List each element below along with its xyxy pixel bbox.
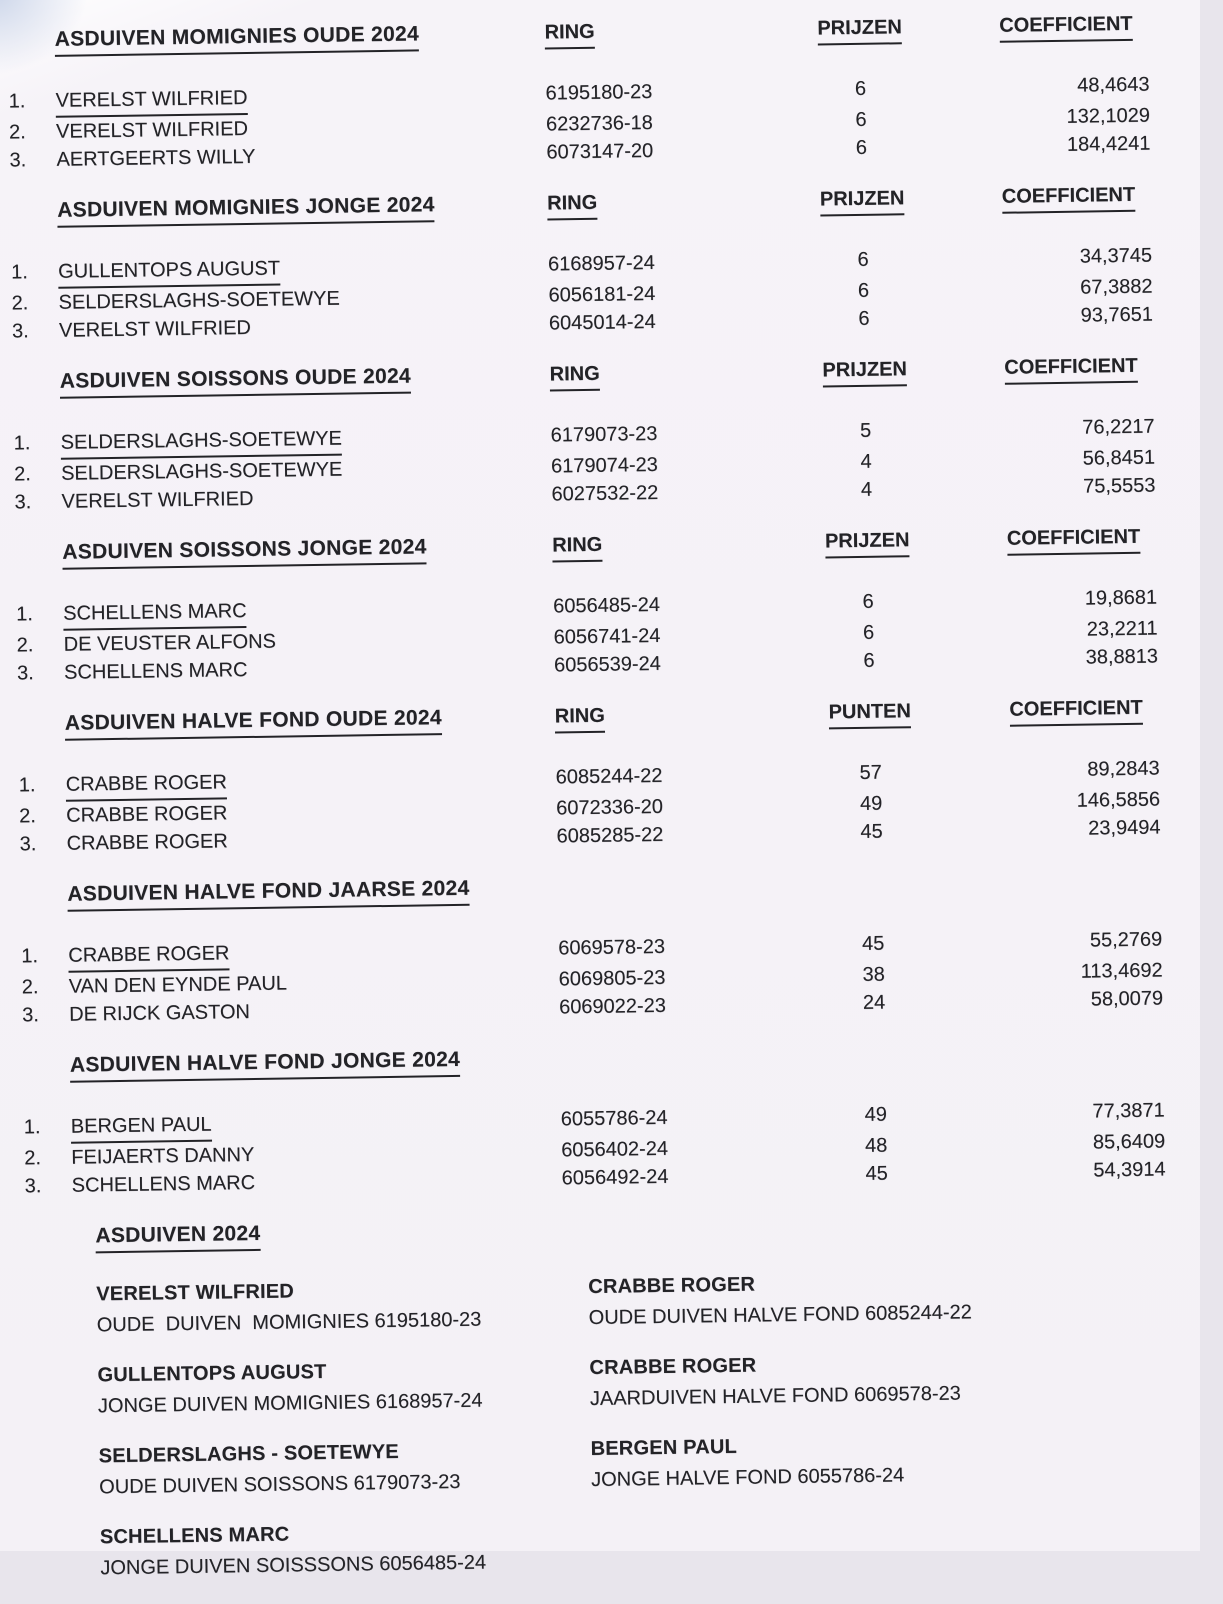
fancier-name: DE VEUSTER ALFONS: [63, 630, 277, 656]
ring-number: 6056402-24: [561, 1137, 669, 1162]
ring-number: 6179074-23: [550, 453, 659, 478]
column-header-ring: RING: [550, 361, 600, 392]
rank-number: 1.: [23, 1116, 41, 1139]
rank-number: 1.: [21, 945, 39, 968]
champion-name: SELDERSLAGHS - SOETEWYE: [98, 1440, 400, 1468]
champion-detail: OUDE DUIVEN SOISSONS 6179073-23: [99, 1470, 461, 1499]
ring-number: 6056539-24: [553, 652, 661, 677]
champion-name: CRABBE ROGER: [588, 1273, 756, 1299]
champion-detail: JONGE DUIVEN MOMIGNIES 6168957-24: [97, 1389, 483, 1418]
champion-detail: JONGE HALVE FOND 6055786-24: [590, 1464, 905, 1492]
section-halve-fond-jaarse: [12, 865, 1214, 1030]
coefficient-value: 48,4643: [1077, 73, 1150, 97]
ring-number: 6056492-24: [561, 1165, 669, 1190]
section-title: ASDUIVEN SOISSONS JONGE 2024: [62, 534, 427, 569]
fancier-name: SCHELLENS MARC: [63, 597, 247, 631]
score-value: 6: [862, 621, 875, 644]
column-header-coefficient: COEFFICIENT: [999, 11, 1133, 43]
champion-detail: JAARDUIVEN HALVE FOND 6069578-23: [589, 1382, 961, 1411]
fancier-name: VERELST WILFRIED: [55, 117, 249, 143]
score-value: 6: [858, 307, 870, 330]
score-value: 6: [854, 77, 867, 100]
score-value: 45: [860, 820, 883, 843]
fancier-name: BERGEN PAUL: [71, 1111, 212, 1144]
column-header-coefficient: COEFFICIENT: [1009, 695, 1143, 727]
section-title: ASDUIVEN HALVE FOND JAARSE 2024: [67, 876, 470, 912]
fancier-name: SCHELLENS MARC: [63, 659, 248, 684]
ring-number: 6073147-20: [546, 139, 654, 164]
section-momignies-jonge: [2, 181, 1204, 346]
coefficient-value: 75,5553: [1082, 474, 1156, 498]
section-momignies-oude: [0, 10, 1202, 175]
rank-number: 2.: [16, 634, 34, 657]
ring-number: 6027532-22: [551, 481, 659, 506]
score-value: 6: [862, 590, 874, 613]
score-value: 45: [861, 932, 885, 955]
rank-number: 2.: [11, 292, 29, 315]
rank-number: 3.: [14, 491, 32, 514]
champion-entry: [590, 1425, 1221, 1496]
score-value: 4: [860, 478, 873, 501]
coefficient-value: 113,4692: [1080, 959, 1163, 983]
section-title: ASDUIVEN MOMIGNIES JONGE 2024: [57, 192, 435, 228]
coefficient-value: 58,0079: [1090, 987, 1164, 1011]
fancier-name: VAN DEN EYNDE PAUL: [68, 972, 288, 998]
champion-name: CRABBE ROGER: [589, 1354, 757, 1380]
ring-number: 6069022-23: [558, 994, 667, 1019]
column-header-ring: RING: [552, 532, 602, 563]
column-header-score: PRIJZEN: [822, 356, 907, 387]
column-header-score: PRIJZEN: [820, 185, 905, 216]
champion-detail: JONGE DUIVEN SOISSSONS 6056485-24: [100, 1551, 487, 1580]
score-value: 24: [862, 991, 886, 1014]
ring-number: 6168957-24: [547, 251, 656, 276]
coefficient-value: 93,7651: [1080, 303, 1154, 327]
coefficient-value: 89,2843: [1087, 757, 1160, 781]
coefficient-value: 54,3914: [1093, 1158, 1166, 1182]
rank-number: 1.: [8, 90, 26, 113]
fancier-name: DE RIJCK GASTON: [68, 1001, 251, 1026]
ring-number: 6195180-23: [545, 80, 653, 105]
coefficient-value: 19,8681: [1084, 586, 1158, 610]
score-value: 49: [864, 1103, 888, 1126]
score-value: 48: [864, 1134, 888, 1157]
score-value: 5: [859, 419, 872, 442]
section-soissons-oude: [5, 352, 1207, 517]
ring-number: 6056181-24: [548, 282, 656, 307]
coefficient-value: 23,9494: [1088, 816, 1161, 840]
section-title: ASDUIVEN SOISSONS OUDE 2024: [60, 364, 412, 399]
rank-number: 3.: [9, 149, 27, 172]
fancier-name: VERELST WILFRIED: [61, 487, 254, 513]
fancier-name: CRABBE ROGER: [66, 768, 228, 801]
column-header-ring: RING: [547, 190, 597, 221]
rank-number: 1.: [13, 432, 31, 455]
coefficient-value: 38,8813: [1085, 645, 1159, 669]
rank-number: 2.: [21, 976, 39, 999]
fancier-name: AERTGEERTS WILLY: [56, 145, 256, 171]
champion-entry: [100, 1515, 593, 1584]
champion-entry: [96, 1272, 589, 1341]
section-asduiven-2024: [17, 1207, 1223, 1604]
ring-number: 6056741-24: [553, 624, 661, 649]
champion-entry: [589, 1344, 1220, 1415]
section-title: ASDUIVEN MOMIGNIES OUDE 2024: [55, 21, 420, 56]
rank-number: 1.: [18, 774, 36, 797]
coefficient-value: 77,3871: [1092, 1099, 1165, 1123]
champion-name: SCHELLENS MARC: [99, 1523, 290, 1549]
fancier-name: VERELST WILFRIED: [55, 84, 247, 118]
fancier-name: CRABBE ROGER: [68, 939, 230, 972]
section-title: ASDUIVEN HALVE FOND JONGE 2024: [70, 1047, 461, 1083]
score-value: 6: [855, 136, 868, 159]
champion-detail: OUDE DUIVEN MOMIGNIES 6195180-23: [96, 1308, 482, 1337]
column-header-coefficient: COEFFICIENT: [1002, 182, 1136, 214]
coefficient-value: 34,3745: [1079, 244, 1153, 268]
column-header-coefficient: COEFFICIENT: [1004, 353, 1138, 385]
coefficient-value: 146,5856: [1076, 788, 1161, 812]
champion-entry: [97, 1353, 590, 1422]
coefficient-value: 56,8451: [1082, 446, 1156, 470]
section-title: ASDUIVEN HALVE FOND OUDE 2024: [65, 705, 442, 741]
ring-number: 6069805-23: [558, 966, 666, 991]
score-value: 6: [857, 248, 869, 271]
champions-right-column: [588, 1263, 1223, 1596]
score-value: 38: [862, 963, 885, 986]
rank-number: 1.: [10, 261, 28, 284]
champion-entry: [98, 1434, 591, 1503]
coefficient-value: 23,2211: [1086, 617, 1158, 641]
fancier-name: CRABBE ROGER: [66, 802, 228, 827]
rank-number: 3.: [11, 320, 29, 343]
fancier-name: GULLENTOPS AUGUST: [58, 255, 280, 289]
ring-number: 6179073-23: [550, 422, 658, 447]
rank-number: 2.: [13, 463, 31, 486]
score-value: 6: [863, 649, 875, 672]
fancier-name: SCHELLENS MARC: [71, 1171, 256, 1197]
champion-entry: [588, 1263, 1219, 1334]
coefficient-value: 67,3882: [1080, 275, 1153, 299]
coefficient-value: 55,2769: [1089, 928, 1163, 952]
section-title: ASDUIVEN 2024: [95, 1221, 260, 1253]
champion-name: VERELST WILFRIED: [96, 1280, 295, 1306]
column-header-ring: RING: [544, 19, 594, 50]
column-header-score: PUNTEN: [828, 698, 911, 729]
ring-number: 6085244-22: [555, 764, 663, 789]
rank-number: 1.: [16, 603, 34, 626]
ring-number: 6069578-23: [558, 935, 666, 960]
score-value: 49: [859, 792, 883, 815]
ring-number: 6045014-24: [548, 310, 656, 335]
rank-number: 2.: [8, 121, 26, 144]
fancier-name: FEIJAERTS DANNY: [71, 1143, 255, 1169]
fancier-name: SELDERSLAGHS-SOETEWYE: [58, 287, 340, 314]
section-halve-fond-oude: [10, 694, 1212, 859]
fancier-name: SELDERSLAGHS-SOETEWYE: [60, 425, 342, 460]
section-soissons-jonge: [7, 523, 1209, 688]
ring-number: 6055786-24: [560, 1106, 668, 1131]
score-value: 6: [855, 108, 867, 131]
champions-left-column: [96, 1272, 593, 1603]
ring-number: 6232736-18: [545, 111, 653, 136]
fancier-name: CRABBE ROGER: [66, 830, 228, 855]
score-value: 57: [859, 761, 882, 784]
score-value: 45: [865, 1162, 888, 1185]
fancier-name: VERELST WILFRIED: [58, 316, 252, 342]
champion-detail: OUDE DUIVEN HALVE FOND 6085244-22: [588, 1301, 972, 1330]
champion-name: GULLENTOPS AUGUST: [97, 1360, 327, 1387]
ring-number: 6072336-20: [555, 795, 664, 820]
ring-number: 6085285-22: [556, 823, 664, 848]
champion-name: BERGEN PAUL: [590, 1435, 738, 1461]
ring-number: 6056485-24: [552, 593, 661, 618]
coefficient-value: 85,6409: [1092, 1130, 1166, 1154]
column-header-ring: RING: [555, 703, 605, 734]
rank-number: 3.: [22, 1004, 40, 1027]
fancier-name: SELDERSLAGHS-SOETEWYE: [60, 458, 343, 485]
rank-number: 2.: [24, 1147, 42, 1170]
rank-number: 3.: [24, 1175, 42, 1198]
coefficient-value: 184,4241: [1066, 132, 1151, 156]
coefficient-value: 132,1029: [1066, 104, 1151, 128]
score-value: 6: [857, 279, 870, 302]
column-header-score: PRIJZEN: [817, 14, 902, 45]
section-halve-fond-jonge: [15, 1036, 1217, 1201]
column-header-score: PRIJZEN: [825, 527, 910, 558]
rank-number: 3.: [19, 833, 37, 856]
rank-number: 3.: [16, 662, 34, 685]
score-value: 4: [860, 450, 872, 473]
column-header-coefficient: COEFFICIENT: [1007, 524, 1141, 556]
coefficient-value: 76,2217: [1082, 415, 1155, 439]
rank-number: 2.: [19, 805, 37, 828]
